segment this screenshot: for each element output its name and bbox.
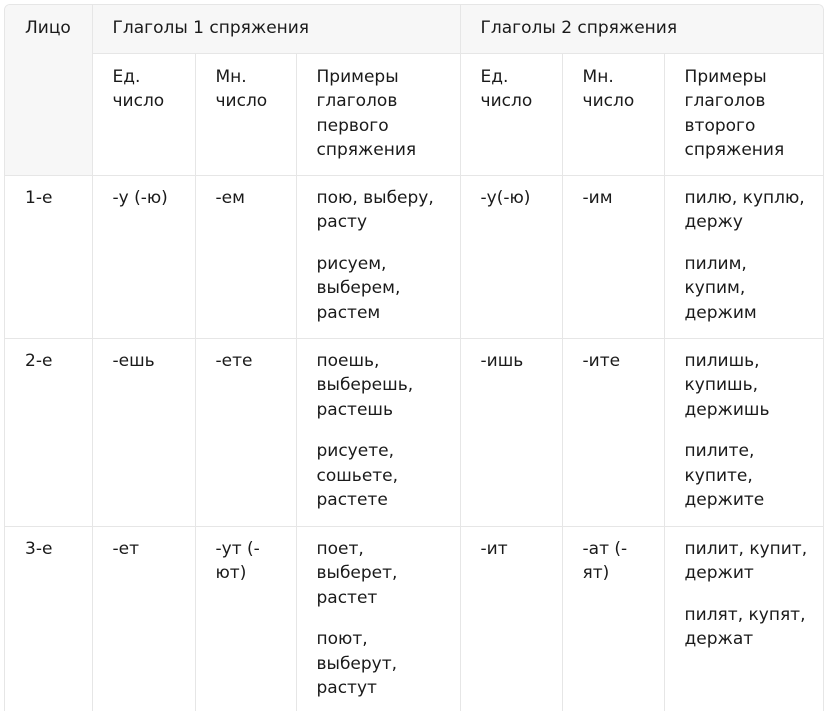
g2-singular-cell: -у(-ю) xyxy=(460,175,562,338)
person-cell: 3-е xyxy=(5,526,92,711)
table-row xyxy=(5,526,824,711)
example-line: поют, выберут, растут xyxy=(316,629,398,698)
subheader-g1-singular: Ед. число xyxy=(92,53,195,175)
g2-examples-cell xyxy=(664,526,824,711)
subheader-g1-examples: Примеры глаголов первого спряжения xyxy=(296,53,460,175)
header-person: Лицо xyxy=(5,5,92,175)
g1-singular-cell: -у (-ю) xyxy=(92,175,195,338)
subheader-g2-singular: Ед. число xyxy=(460,53,562,175)
g1-plural-cell: -ете xyxy=(195,338,296,526)
example-line: пилю, куплю, держу xyxy=(684,187,805,232)
g1-singular-cell: -ет xyxy=(92,526,195,711)
g1-plural-cell: -ут (-ют) xyxy=(195,526,296,711)
example-line: пилите, купите, держите xyxy=(684,441,765,510)
subheader-g2-plural: Мн. число xyxy=(562,53,664,175)
g2-singular-cell: -ит xyxy=(460,526,562,711)
g2-plural-cell: -ите xyxy=(562,338,664,526)
table-row xyxy=(5,175,824,338)
g1-examples-cell xyxy=(296,338,460,526)
subheader-g1-plural: Мн. число xyxy=(195,53,296,175)
example-line: поешь, выберешь, растешь xyxy=(316,350,414,420)
header-group-2: Глаголы 2 спряжения xyxy=(460,5,824,53)
g2-plural-cell: -им xyxy=(562,175,664,338)
g2-examples-cell xyxy=(664,175,824,338)
example-line: поет, выберет, растет xyxy=(316,538,398,608)
example-line: пилишь, купишь, держишь xyxy=(684,350,770,420)
subheader-g2-examples: Примеры глаголов второго спряжения xyxy=(664,53,824,175)
conjugation-table-container xyxy=(4,4,824,711)
subheader-row xyxy=(5,53,824,175)
g1-singular-cell: -ешь xyxy=(92,338,195,526)
header-group-1: Глаголы 1 спряжения xyxy=(92,5,460,53)
example-line: пилят, купят, держат xyxy=(684,604,806,649)
g1-plural-cell: -ем xyxy=(195,175,296,338)
example-line: рисуете, сошьете, растете xyxy=(316,441,399,510)
conjugation-table xyxy=(5,5,824,711)
g2-plural-cell: -ат (-ят) xyxy=(562,526,664,711)
table-row xyxy=(5,338,824,526)
header-row xyxy=(5,5,824,53)
person-cell: 2-е xyxy=(5,338,92,526)
g2-singular-cell: -ишь xyxy=(460,338,562,526)
example-line: пилит, купит, держит xyxy=(684,538,808,583)
example-line: пою, выберу, расту xyxy=(316,187,434,232)
example-line: пилим, купим, держим xyxy=(684,253,757,323)
g1-examples-cell xyxy=(296,175,460,338)
g2-examples-cell xyxy=(664,338,824,526)
person-cell: 1-е xyxy=(5,175,92,338)
g1-examples-cell xyxy=(296,526,460,711)
example-line: рисуем, выберем, растем xyxy=(316,253,401,323)
